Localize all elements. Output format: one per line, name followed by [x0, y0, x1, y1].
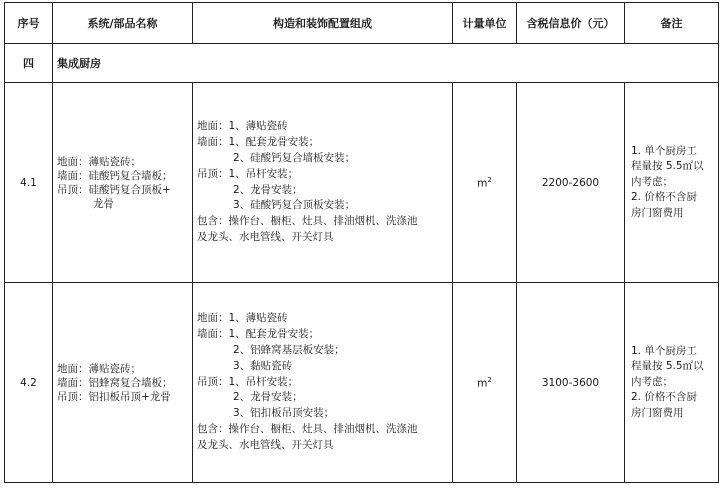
section-title: 集成厨房 [53, 44, 719, 83]
unit-superscript: 2 [487, 175, 492, 184]
config-line: 2、铝蜂窝基层板安装； [233, 344, 345, 356]
config-line: 2、龙骨安装； [233, 391, 303, 404]
config-line: 吊顶：1、吊杆安装； [197, 375, 299, 388]
system-cell [53, 283, 193, 483]
config-line: 墙面：1、配套龙骨安装； [197, 136, 320, 149]
section-row [5, 44, 719, 83]
header-price: 含税信息价（元） [517, 3, 625, 44]
unit-text: m [477, 177, 488, 190]
system-line: 吊顶：铝扣板吊顶+龙骨 [57, 390, 171, 403]
header-config: 构造和装饰配置组成 [193, 3, 453, 44]
note-line: 2. 价格不含厨 [631, 191, 697, 204]
note-line: 内考虑； [631, 375, 673, 388]
unit-cell [453, 283, 517, 483]
config-line: 2、硅酸钙复合墙板安装； [233, 151, 356, 164]
config-line: 及龙头、水电管线、开关灯具 [197, 230, 334, 243]
unit-text: m [477, 377, 488, 390]
header-unit: 计量单位 [453, 3, 517, 44]
note-line: 程量按 5.5㎡以 [631, 360, 704, 373]
system-cell [53, 83, 193, 283]
note-cell [625, 283, 719, 483]
note-line: 1. 单个厨房工 [631, 344, 697, 357]
note-line: 1. 单个厨房工 [631, 144, 697, 157]
system-line: 吊顶：硅酸钙复合顶板+ [57, 183, 171, 196]
system-line: 墙面：硅酸钙复合墙板； [57, 169, 173, 182]
price-cell: 3100-3600 [517, 283, 625, 483]
note-line: 程量按 5.5㎡以 [631, 160, 704, 173]
config-line: 包含：操作台、橱柜、灶具、排油烟机、洗涤池 [197, 422, 418, 435]
config-line: 及龙头、水电管线、开关灯具 [197, 438, 334, 451]
config-line: 墙面：1、配套龙骨安装； [197, 328, 320, 341]
unit-cell [453, 83, 517, 283]
price-cell: 2200-2600 [517, 83, 625, 283]
table-row [5, 283, 719, 483]
note-line: 房门窗费用 [631, 206, 684, 219]
note-cell [625, 83, 719, 283]
note-line: 2. 价格不含厨 [631, 391, 697, 404]
table-row [5, 83, 719, 283]
system-line: 墙面：铝蜂窝复合墙板； [57, 376, 173, 389]
system-line: 龙骨 [93, 197, 114, 210]
header-row [5, 3, 719, 44]
header-system: 系统/部品名称 [53, 3, 193, 44]
config-cell [193, 283, 453, 483]
config-line: 3、黏贴瓷砖 [233, 359, 293, 372]
config-line: 地面：1、薄贴瓷砖 [197, 312, 288, 325]
row-number: 4.2 [5, 283, 53, 483]
note-line: 房门窗费用 [631, 406, 684, 419]
unit-superscript: 2 [487, 375, 492, 384]
header-note: 备注 [625, 3, 719, 44]
config-line: 包含：操作台、橱柜、灶具、排油烟机、洗涤池 [197, 215, 418, 228]
price-table [4, 2, 719, 483]
header-no: 序号 [5, 3, 53, 44]
config-line: 3、铝扣板吊顶安装； [233, 407, 335, 420]
config-line: 3、硅酸钙复合顶板安装； [233, 199, 356, 212]
note-line: 内考虑； [631, 175, 673, 188]
row-number: 4.1 [5, 83, 53, 283]
config-line: 地面：1、薄贴瓷砖 [197, 120, 288, 133]
section-number: 四 [5, 44, 53, 83]
config-line: 2、龙骨安装； [233, 183, 303, 196]
system-line: 地面：薄贴瓷砖； [57, 155, 141, 168]
config-cell [193, 83, 453, 283]
system-line: 地面：薄贴瓷砖； [57, 362, 141, 375]
config-line: 吊顶：1、吊杆安装； [197, 167, 299, 180]
